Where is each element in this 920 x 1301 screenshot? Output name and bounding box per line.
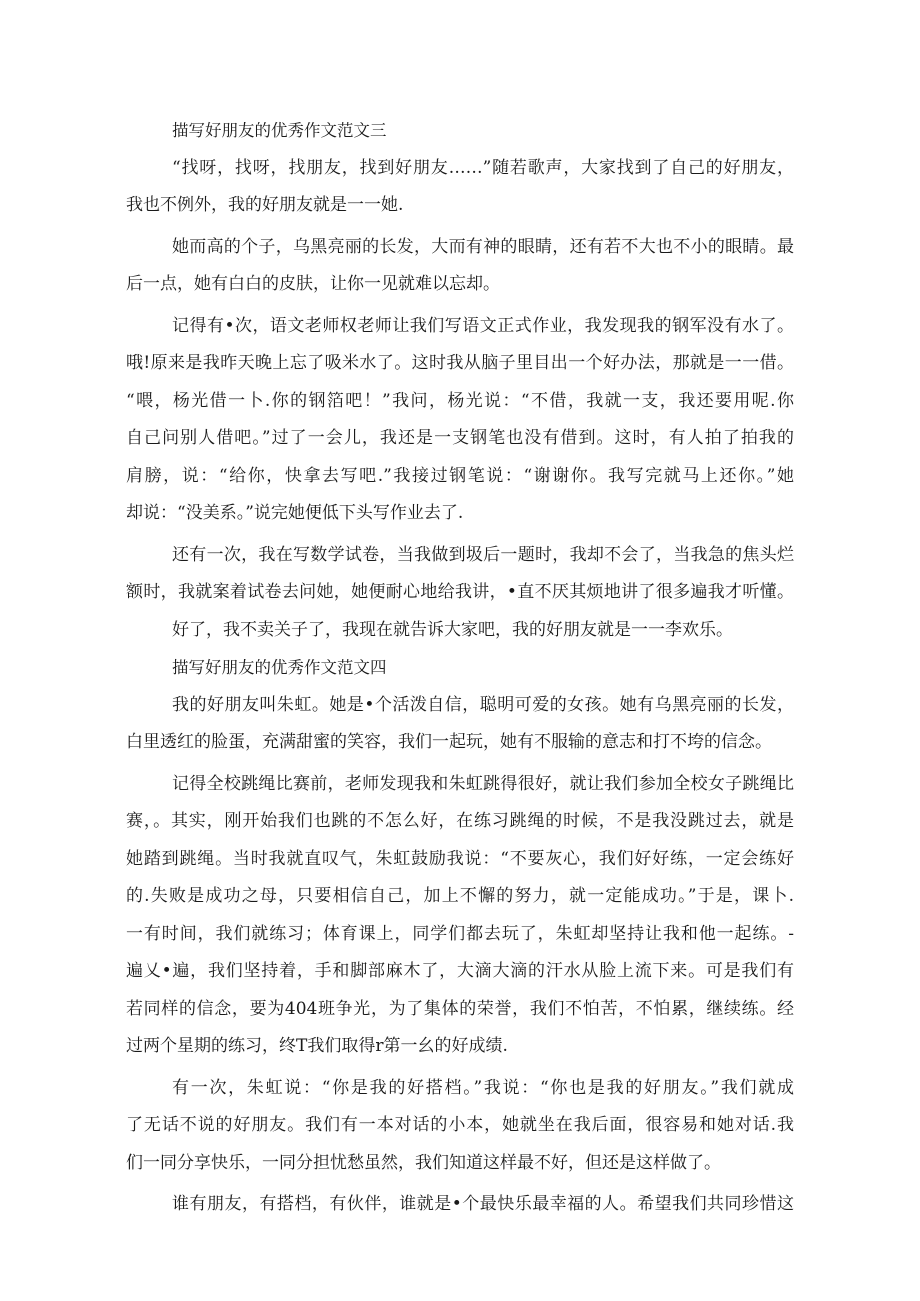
paragraph-9 bbox=[126, 1186, 794, 1224]
paragraph-line: 额时，我就案着试卷去问她，她便耐心地给我讲，•直不厌其烦地讲了很多遍我才听懂。 bbox=[126, 582, 794, 602]
paragraph-line: 却说：“没美系。”说完她便低下头写作业去了. bbox=[126, 503, 464, 523]
paragraph-line: 赛，。其实，刚开始我们也跳的不怎么好，在练习跳绳的时候，不是我没跳过去，就是 bbox=[126, 811, 794, 831]
paragraph-line: 们一同分享快乐，一同分担忧愁虽然，我们知道这样最不好，但还是这样做了。 bbox=[126, 1152, 721, 1173]
paragraph-5 bbox=[126, 612, 794, 650]
paragraph-line: 白里透红的脸蛋，充满甜蜜的笑容，我们一起玩，她有不服输的意志和打不垮的信念。 bbox=[126, 732, 772, 752]
paragraph-line: “找呀，找呀，找朋友，找到好朋友……”随若歌声，大家找到了自己的好朋友， bbox=[172, 157, 794, 178]
paragraph-line: 她而高的个子，乌黑亮丽的长发，大而有神的眼睛，还有若不大也不小的眼睛。最 bbox=[172, 236, 794, 257]
paragraph-line: 还有一次，我在写数学试卷，当我做到圾后一题时，我却不会了，当我急的焦头烂 bbox=[172, 544, 794, 565]
paragraph-7 bbox=[126, 766, 794, 1066]
paragraph-line: 哦!原来是我昨天晚上忘了吸米水了。这时我从脑子里目出一个好办法，那就是一一借。 bbox=[126, 353, 794, 373]
document-body bbox=[126, 112, 794, 1224]
paragraph-line: 好了，我不卖关子了，我现在就告诉大家吧，我的好朋友就是一一李欢乐。 bbox=[172, 619, 733, 640]
paragraph-line: “喂，杨光借一卜.你的钢箔吧！”我问，杨光说：“不借，我就一支，我还要用呢.你 bbox=[126, 390, 794, 411]
paragraph-line: 的.失败是成功之母，只要相信自己，加上不懈的努力，就一定能成功。”于是，课卜. bbox=[126, 886, 794, 906]
paragraph-3 bbox=[126, 308, 794, 533]
paragraph-line: 过两个星期的练习，终T我们取得r第一幺的好成绩. bbox=[126, 1036, 508, 1056]
essay-title-3: 描写好朋友的优秀作文范文三 bbox=[172, 121, 387, 140]
paragraph-line: 遍乂•遍，我们坚持着，手和脚部麻木了，大滴大滴的汗水从脸上流下来。可是我们有 bbox=[126, 961, 794, 981]
paragraph-8 bbox=[126, 1070, 794, 1183]
paragraph-line: 后一点，她有白白的皮肤，让你一见就难以忘却。 bbox=[126, 274, 500, 294]
essay-title-4: 描写好朋友的优秀作文范文四 bbox=[172, 658, 387, 677]
paragraph-line: 记得有•次，语文老师权老师让我们写语文正式作业，我发现我的钢军没有水了。 bbox=[172, 315, 794, 336]
paragraph-line: 她踏到跳绳。当时我就直叹气，朱虹鼓励我说：“不要灰心，我们好好练，一定会练好 bbox=[126, 848, 794, 869]
paragraph-line: 记得全校跳绳比赛前，老师发现我和朱虹跳得很好，就让我们参加全校女子跳绳比 bbox=[172, 773, 794, 794]
paragraph-line: 肩膀，说：“给你，快拿去写吧.”我接过钢笔说：“谢谢你。我写完就马上还你。”她 bbox=[126, 465, 794, 486]
paragraph-2 bbox=[126, 229, 794, 304]
paragraph-line: 有一次，朱虹说：“你是我的好搭档。”我说：“你也是我的好朋友。”我们就成 bbox=[172, 1077, 794, 1098]
paragraph-4 bbox=[126, 537, 794, 612]
paragraph-line: 我也不例外，我的好朋友就是一一她. bbox=[126, 195, 404, 215]
paragraph-line: 我的好朋友叫朱虹。她是•个活泼自信，聪明可爱的女孩。她有乌黑亮丽的长发， bbox=[172, 694, 794, 715]
paragraph-line: 自己问别人借吧。”过了一会儿，我还是一支钢笔也没有借到。这时，有人拍了拍我的 bbox=[126, 428, 794, 448]
paragraph-line: 了无话不说的好朋友。我们有一本对话的小本，她就坐在我后面，很容易和她对话.我 bbox=[126, 1115, 794, 1135]
paragraph-line: 一有时间，我们就练习；体育课上，同学们都去玩了，朱虹却坚持让我和他一起练。- bbox=[126, 923, 794, 944]
paragraph-line: 若同样的信念，要为404班争光，为了集体的荣誉，我们不怕苦，不怕累，继续练。经 bbox=[126, 998, 794, 1019]
paragraph-line: 谁有朋友，有搭档，有伙伴，谁就是•个最快乐最幸福的人。希望我们共同珍惜这 bbox=[172, 1194, 794, 1214]
paragraph-6 bbox=[126, 687, 794, 762]
paragraph-1 bbox=[126, 150, 794, 225]
